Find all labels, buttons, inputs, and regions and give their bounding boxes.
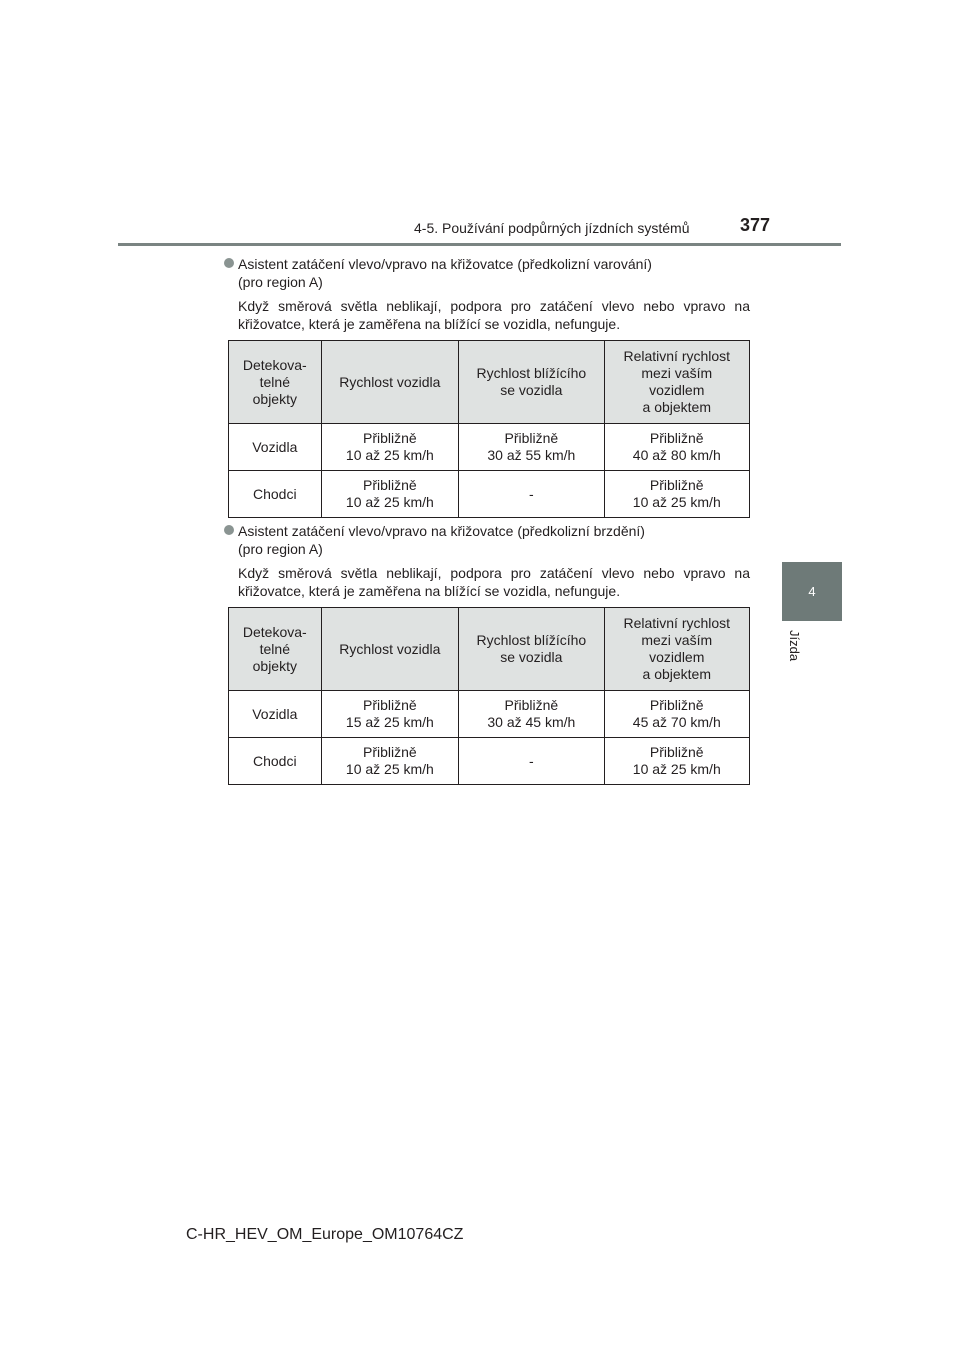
header-cell: Rychlost vozidla (321, 608, 459, 691)
table-row (229, 691, 750, 738)
section-title: 4-5. Používání podpůrných jízdních systémů (414, 220, 690, 236)
bullet-icon (224, 258, 234, 268)
table-cell: - (459, 471, 604, 518)
table-cell: - (459, 738, 604, 785)
chapter-label: Jízda (787, 630, 802, 662)
table-cell: Přibližně 10 až 25 km/h (321, 424, 459, 471)
table-cell: Vozidla (229, 424, 322, 471)
header-cell: Detekova- telné objekty (229, 608, 322, 691)
table-cell: Přibližně 10 až 25 km/h (321, 471, 459, 518)
table-cell: Přibližně 40 až 80 km/h (604, 424, 749, 471)
speed-table-braking (228, 607, 750, 785)
page-number: 377 (740, 215, 771, 235)
bullet-region: (pro region A) (238, 541, 323, 557)
header-cell: Detekova- telné objekty (229, 341, 322, 424)
table-cell: Přibližně 30 až 55 km/h (459, 424, 604, 471)
table-cell: Přibližně 30 až 45 km/h (459, 691, 604, 738)
table-cell: Chodci (229, 738, 322, 785)
bullet-region: (pro region A) (238, 274, 323, 290)
table-row (229, 424, 750, 471)
table-row (229, 738, 750, 785)
table-cell: Vozidla (229, 691, 322, 738)
section-collision-braking (224, 522, 750, 600)
table-cell: Přibližně 10 až 25 km/h (604, 738, 749, 785)
table-cell: Chodci (229, 471, 322, 518)
chapter-tab: 4 (782, 562, 842, 621)
speed-table-warning (228, 340, 750, 518)
description-paragraph: Když směrová světla neblikají, podpora pro zatáčení vlevo nebo vpravo na křižovatce, která je zaměřena na blížící se vozidla, nefunguje. (238, 298, 750, 332)
bullet-icon (224, 525, 234, 535)
header-cell: Rychlost blížícího se vozidla (459, 608, 604, 691)
bullet-item (224, 255, 750, 291)
bullet-title: Asistent zatáčení vlevo/vpravo na křižovatce (předkolizní brzdění) (238, 523, 645, 539)
header-cell: Relativní rychlost mezi vaším vozidlem a objektem (604, 341, 749, 424)
document-code: C-HR_HEV_OM_Europe_OM10764CZ (186, 1226, 464, 1243)
table-row (229, 471, 750, 518)
table-cell: Přibližně 45 až 70 km/h (604, 691, 749, 738)
bullet-title: Asistent zatáčení vlevo/vpravo na křižovatce (předkolizní varování) (238, 256, 652, 272)
table-cell: Přibližně 15 až 25 km/h (321, 691, 459, 738)
table-cell: Přibližně 10 až 25 km/h (604, 471, 749, 518)
header-cell: Rychlost vozidla (321, 341, 459, 424)
header-cell: Relativní rychlost mezi vaším vozidlem a objektem (604, 608, 749, 691)
bullet-item (224, 522, 750, 558)
table-header-row (229, 341, 750, 424)
section-collision-warning (224, 255, 750, 333)
table-cell: Přibližně 10 až 25 km/h (321, 738, 459, 785)
description-paragraph: Když směrová světla neblikají, podpora pro zatáčení vlevo nebo vpravo na křižovatce, která je zaměřena na blížící se vozidla, nefunguje. (238, 565, 750, 599)
header-cell: Rychlost blížícího se vozidla (459, 341, 604, 424)
header-divider (118, 243, 841, 246)
table-header-row (229, 608, 750, 691)
